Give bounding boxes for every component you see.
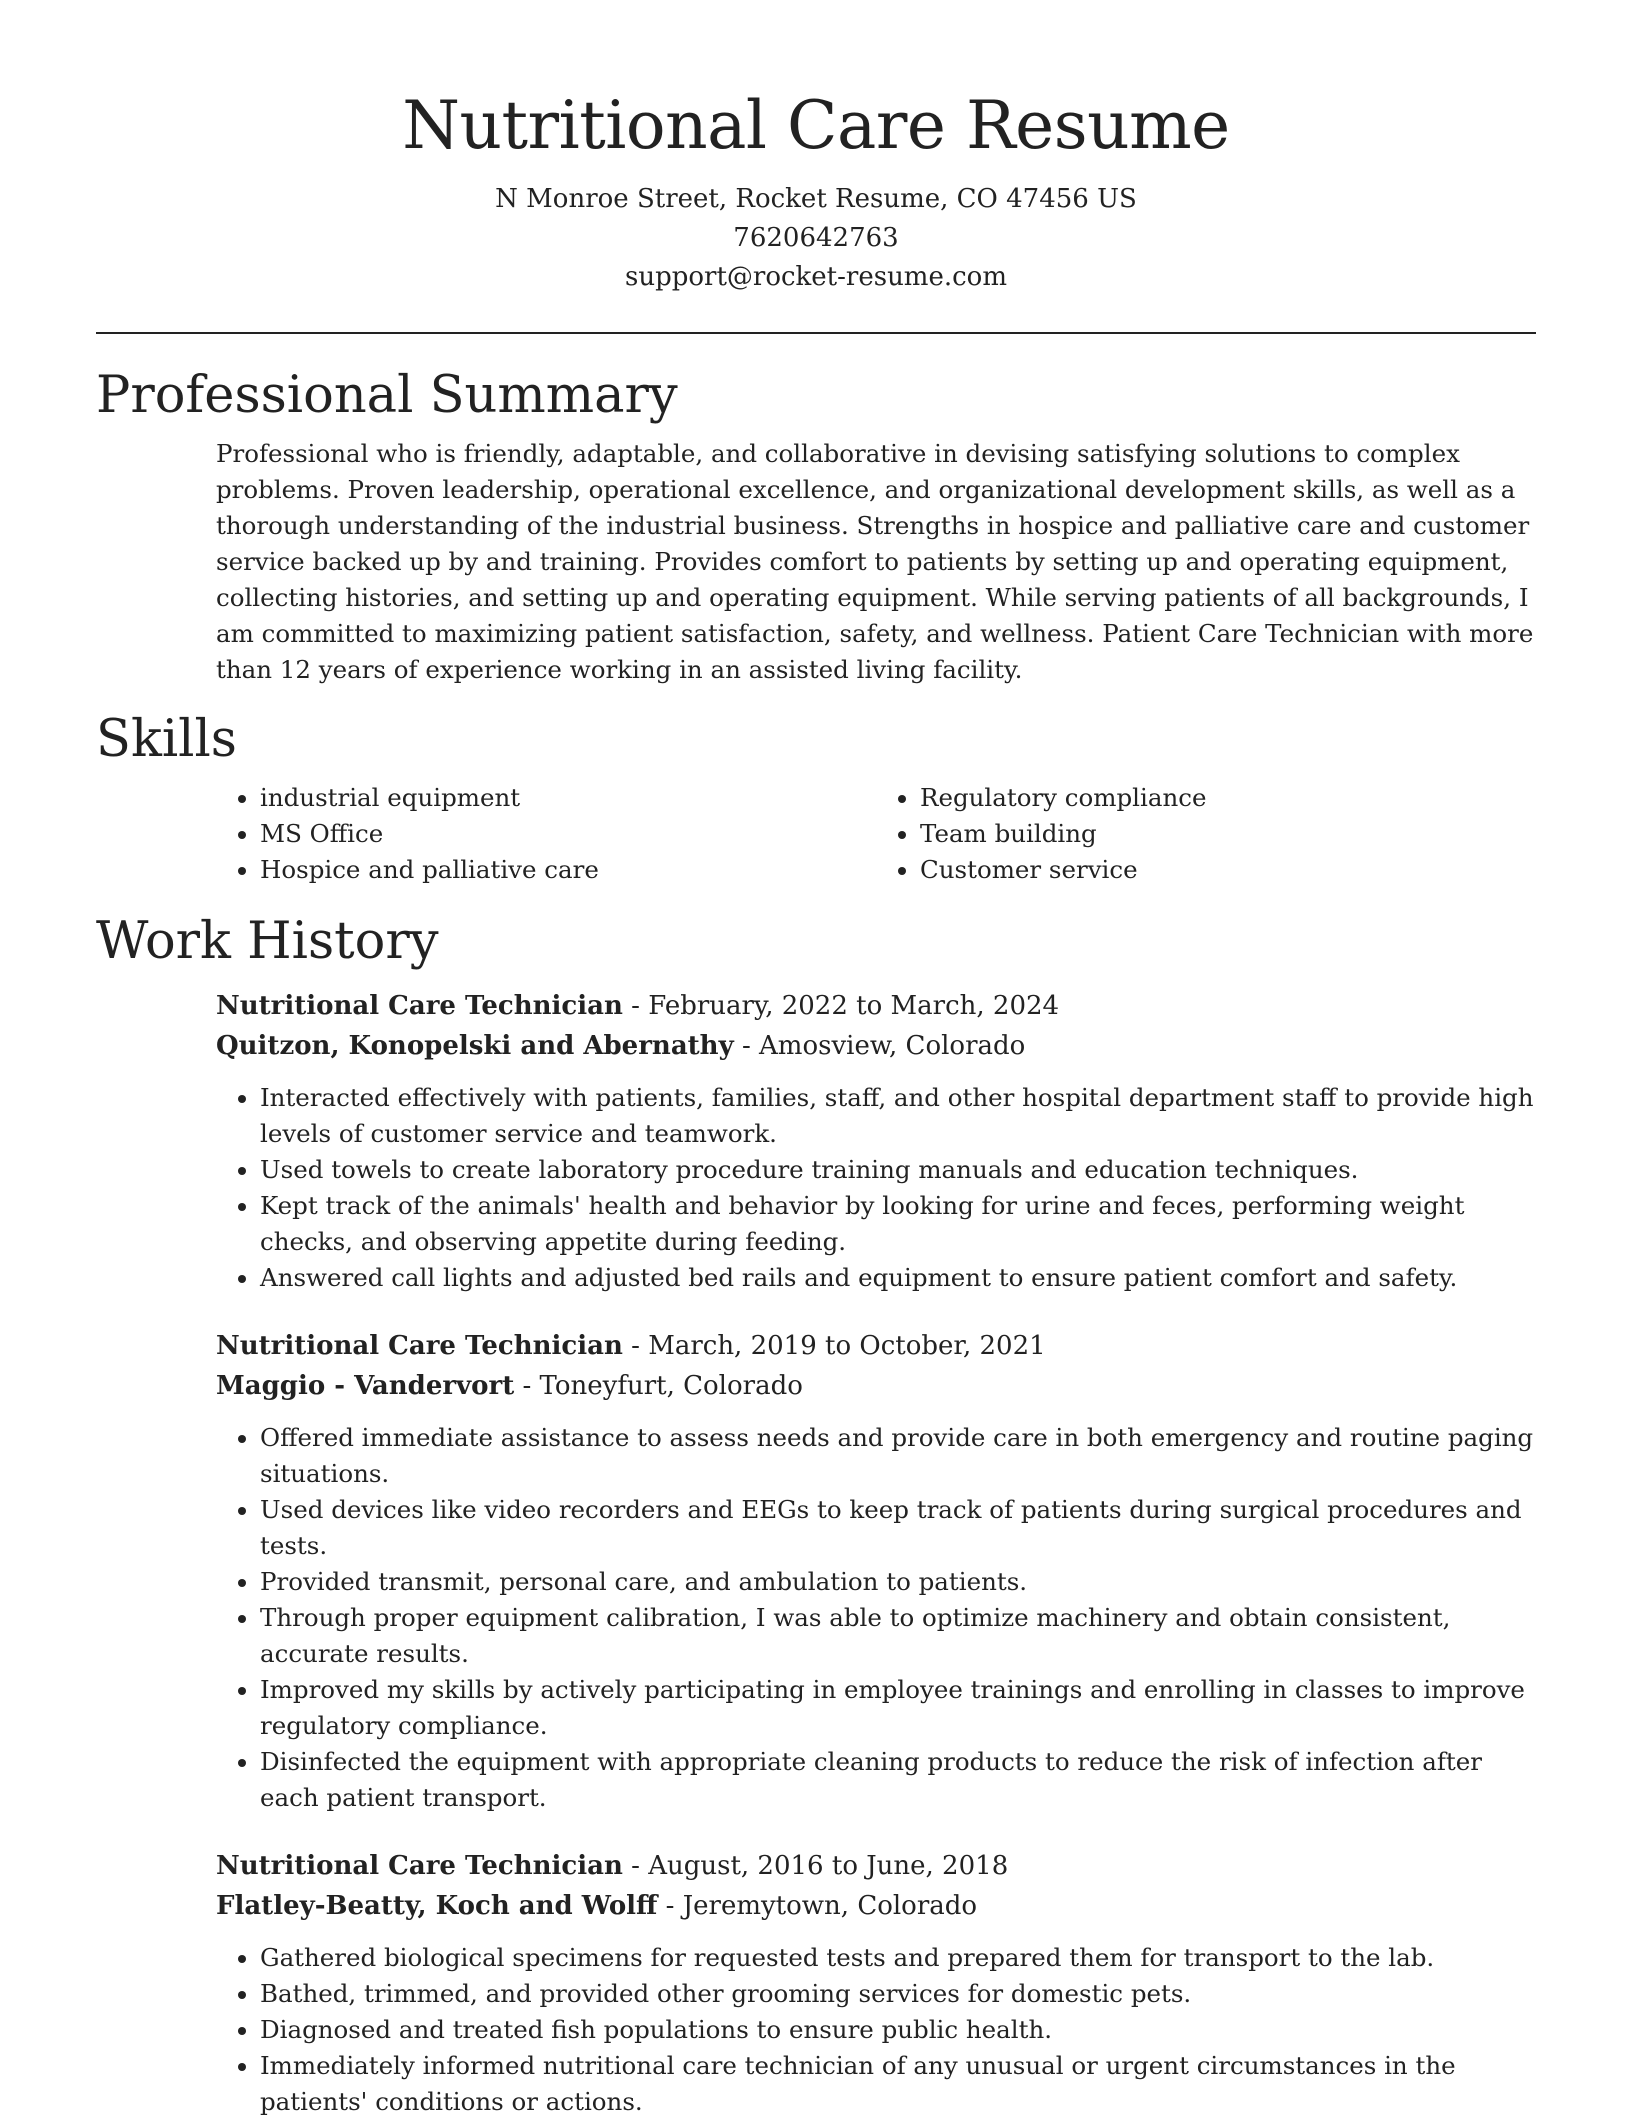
- job-entry: [216, 1326, 1536, 1816]
- skills-column-left: [216, 780, 876, 888]
- job-bullet: • Kept track of the animals' health and behavior by looking for urine and feces, performing weight checks, and observing appetite during feeding.: [260, 1188, 1536, 1260]
- skill-item: • Team building: [920, 816, 1536, 852]
- summary-text: Professional who is friendly, adaptable, and collaborative in devising satisfying solutions to complex problems. Proven leadership, operational excellence, and organizational development skills, as well as a thorough understanding of the industrial business. Strengths in hospice and palliative care and customer service backed up by and training. Provides comfort to patients by setting up and operating equipment, collecting histories, and setting up and operating equipment. While serving patients of all backgrounds, I am committed to maximizing patient satisfaction, safety, and wellness. Patient Care Technician with more than 12 years of experience working in an assisted living facility.: [216, 439, 1534, 684]
- resume-header: [96, 0, 1536, 297]
- contact-email: support@rocket-resume.com: [624, 262, 1007, 292]
- job-bullet: • Answered call lights and adjusted bed rails and equipment to ensure patient comfort and safety.: [260, 1260, 1536, 1296]
- skills-heading: Skills: [96, 710, 237, 769]
- job-bullet: • Diagnosed and treated fish populations to ensure public health.: [260, 2012, 1536, 2048]
- job-title: Nutritional Care Technician: [216, 991, 623, 1021]
- job-bullet: • Through proper equipment calibration, I was able to optimize machinery and obtain consistent, accurate results.: [260, 1600, 1536, 1672]
- job-bullet: • Used towels to create laboratory procedure training manuals and education techniques.: [260, 1152, 1536, 1188]
- contact-info: [96, 180, 1536, 297]
- job-entry: [216, 986, 1536, 1296]
- contact-address: N Monroe Street, Rocket Resume, CO 47456 US: [495, 184, 1137, 214]
- job-entry: [216, 1846, 1536, 2120]
- skills-section: [96, 708, 1536, 888]
- job-bullet: • Gathered biological specimens for requested tests and prepared them for transport to the lab.: [260, 1940, 1536, 1976]
- job-company-line: Flatley-Beatty, Koch and Wolff - Jeremytown, Colorado: [216, 1891, 978, 1921]
- job-company-line: Quitzon, Konopelski and Abernathy - Amosview, Colorado: [216, 1031, 1026, 1061]
- job-dates: February, 2022 to March, 2024: [648, 991, 1060, 1021]
- skill-item: • MS Office: [260, 816, 876, 852]
- skill-item: • Hospice and palliative care: [260, 852, 876, 888]
- job-title-line: Nutritional Care Technician - March, 2019 to October, 2021: [216, 1331, 1046, 1361]
- job-bullet: • Improved my skills by actively participating in employee trainings and enrolling in classes to improve regulatory compliance.: [260, 1672, 1536, 1744]
- summary-section: [96, 364, 1536, 688]
- job-bullet: • Offered immediate assistance to assess needs and provide care in both emergency and routine paging situations.: [260, 1420, 1536, 1492]
- job-bullet: • Immediately informed nutritional care technician of any unusual or urgent circumstances in the patients' conditions or actions.: [260, 2048, 1536, 2120]
- skill-item: • Regulatory compliance: [920, 780, 1536, 816]
- job-company-line: Maggio - Vandervort - Toneyfurt, Colorado: [216, 1371, 803, 1401]
- job-company: Flatley-Beatty, Koch and Wolff: [216, 1891, 658, 1921]
- skill-item: • Customer service: [920, 852, 1536, 888]
- job-bullet: • Used devices like video recorders and EEGs to keep track of patients during surgical procedures and tests.: [260, 1492, 1536, 1564]
- summary-heading: Professional Summary: [96, 366, 678, 425]
- job-location: Toneyfurt, Colorado: [539, 1371, 803, 1401]
- job-bullet: • Provided transmit, personal care, and ambulation to patients.: [260, 1564, 1536, 1600]
- job-title-line: Nutritional Care Technician - February, 2022 to March, 2024: [216, 991, 1060, 1021]
- job-bullets: [216, 1940, 1536, 2120]
- job-location: Amosview, Colorado: [759, 1031, 1026, 1061]
- header-divider: [96, 332, 1536, 334]
- job-title: Nutritional Care Technician: [216, 1331, 623, 1361]
- job-bullet: • Disinfected the equipment with appropriate cleaning products to reduce the risk of infection after each patient transport.: [260, 1744, 1536, 1816]
- job-dates: March, 2019 to October, 2021: [648, 1331, 1046, 1361]
- resume-title: Nutritional Care Resume: [402, 87, 1230, 164]
- job-title-line: Nutritional Care Technician - August, 2016 to June, 2018: [216, 1851, 1009, 1881]
- job-dates: August, 2016 to June, 2018: [648, 1851, 1009, 1881]
- job-location: Jeremytown, Colorado: [682, 1891, 978, 1921]
- job-title: Nutritional Care Technician: [216, 1851, 623, 1881]
- contact-phone: 7620642763: [733, 223, 899, 253]
- job-bullet: • Bathed, trimmed, and provided other grooming services for domestic pets.: [260, 1976, 1536, 2012]
- skill-item: • industrial equipment: [260, 780, 876, 816]
- skills-list: [216, 780, 1536, 888]
- skills-column-right: [876, 780, 1536, 888]
- job-bullets: [216, 1080, 1536, 1296]
- work-history-section: [96, 910, 1536, 2120]
- job-bullets: [216, 1420, 1536, 1816]
- job-bullet: • Interacted effectively with patients, families, staff, and other hospital department staff to provide high levels of customer service and teamwork.: [260, 1080, 1536, 1152]
- job-company: Quitzon, Konopelski and Abernathy: [216, 1031, 734, 1061]
- job-company: Maggio - Vandervort: [216, 1371, 515, 1401]
- work-history-heading: Work History: [96, 912, 439, 971]
